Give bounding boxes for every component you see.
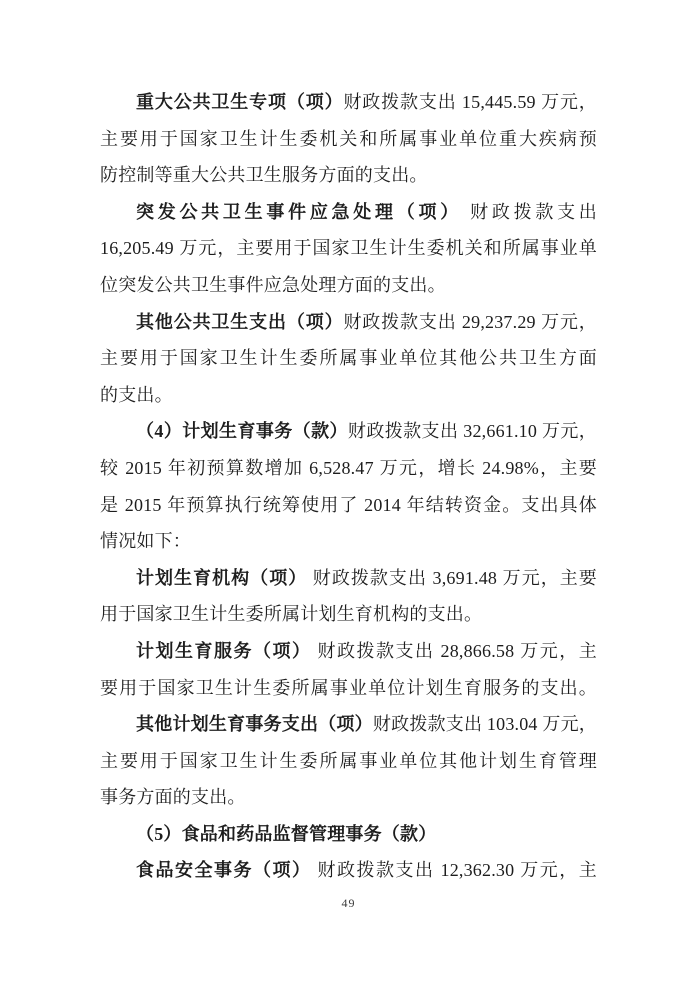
text-line [100,523,597,560]
para-text: 防控制等重大公共卫生服务方面的支出。 [100,165,428,186]
para-text: 用于国家卫生计生委所属计划生育机构的支出。 [100,604,483,625]
text-line [100,852,597,889]
para-major-public-health-special [100,84,597,194]
para-text: 财政拨款支出 29,237.29 万元， [343,311,597,332]
para-text: 财政拨款支出 28,866.58 万元，主 [311,640,597,661]
text-line [100,304,597,341]
text-line [100,779,597,816]
para-lead-bold: 其他公共卫生支出（项） [136,311,344,332]
para-text: 财政拨款支出 3,691.48 万元，主要 [307,567,597,588]
para-text: 财政拨款支出 12,362.30 万元，主 [311,860,597,881]
para-text: 是 2015 年预算执行统筹使用了 2014 年结转资金。支出具体 [100,494,597,515]
para-text: 较 2015 年初预算数增加 6,528.47 万元，增长 24.98%，主要 [100,457,597,478]
text-line [100,743,597,780]
text-line [100,596,597,633]
para-text: 情况如下： [100,531,191,552]
para-text: 财政拨款支出 103.04 万元， [372,714,597,735]
text-line [100,413,597,450]
para-text: 位突发公共卫生事件应急处理方面的支出。 [100,274,446,295]
text-line [100,121,597,158]
text-line [100,560,597,597]
para-text: 要用于国家卫生计生委所属事业单位计划生育服务的支出。 [100,677,597,698]
para-food-safety-affairs [100,852,597,889]
para-text: 财政拨款支出 [461,201,597,222]
para-other-family-planning [100,706,597,816]
text-line [100,194,597,231]
para-lead-bold: 其他计划生育事务支出（项） [136,714,373,735]
text-line [100,157,597,194]
para-other-public-health [100,304,597,414]
para-text: 财政拨款支出 15,445.59 万元， [343,92,597,112]
text-line [100,816,597,853]
para-lead-bold: 计划生育服务（项） [136,640,312,661]
para-lead-bold: （5）食品和药品监督管理事务（款） [136,823,437,844]
para-family-planning-agencies [100,560,597,633]
para-text: 16,205.49 万元，主要用于国家卫生计生委机关和所属事业单 [100,238,597,259]
para-text: 的支出。 [100,384,173,405]
para-lead-bold: 重大公共卫生专项（项） [136,92,344,112]
para-text: 财政拨款支出 32,661.10 万元， [347,421,597,442]
para-text: 事务方面的支出。 [100,787,246,808]
heading-food-drug-supervision [100,816,597,853]
text-line [100,706,597,743]
text-line [100,340,597,377]
para-lead-bold: 计划生育机构（项） [136,567,308,588]
text-line [100,450,597,487]
para-lead-bold: 突发公共卫生事件应急处理（项） [136,201,462,222]
para-emergency-public-health [100,194,597,304]
text-line [100,670,597,707]
para-lead-bold: 食品安全事务（项） [136,860,312,881]
page-number: 49 [341,896,356,910]
para-family-planning-affairs [100,413,597,559]
para-text: 主要用于国家卫生计生委机关和所属事业单位重大疾病预 [100,128,597,149]
para-family-planning-services [100,633,597,706]
text-line [100,267,597,304]
text-line [100,230,597,267]
document-body-text [100,84,597,889]
text-line [100,377,597,414]
text-line [100,84,597,121]
text-line [100,487,597,524]
para-lead-bold: （4）计划生育事务（款） [136,421,348,442]
para-text: 主要用于国家卫生计生委所属事业单位其他公共卫生方面 [100,348,597,369]
para-text: 主要用于国家卫生计生委所属事业单位其他计划生育管理 [100,750,597,771]
text-line [100,633,597,670]
